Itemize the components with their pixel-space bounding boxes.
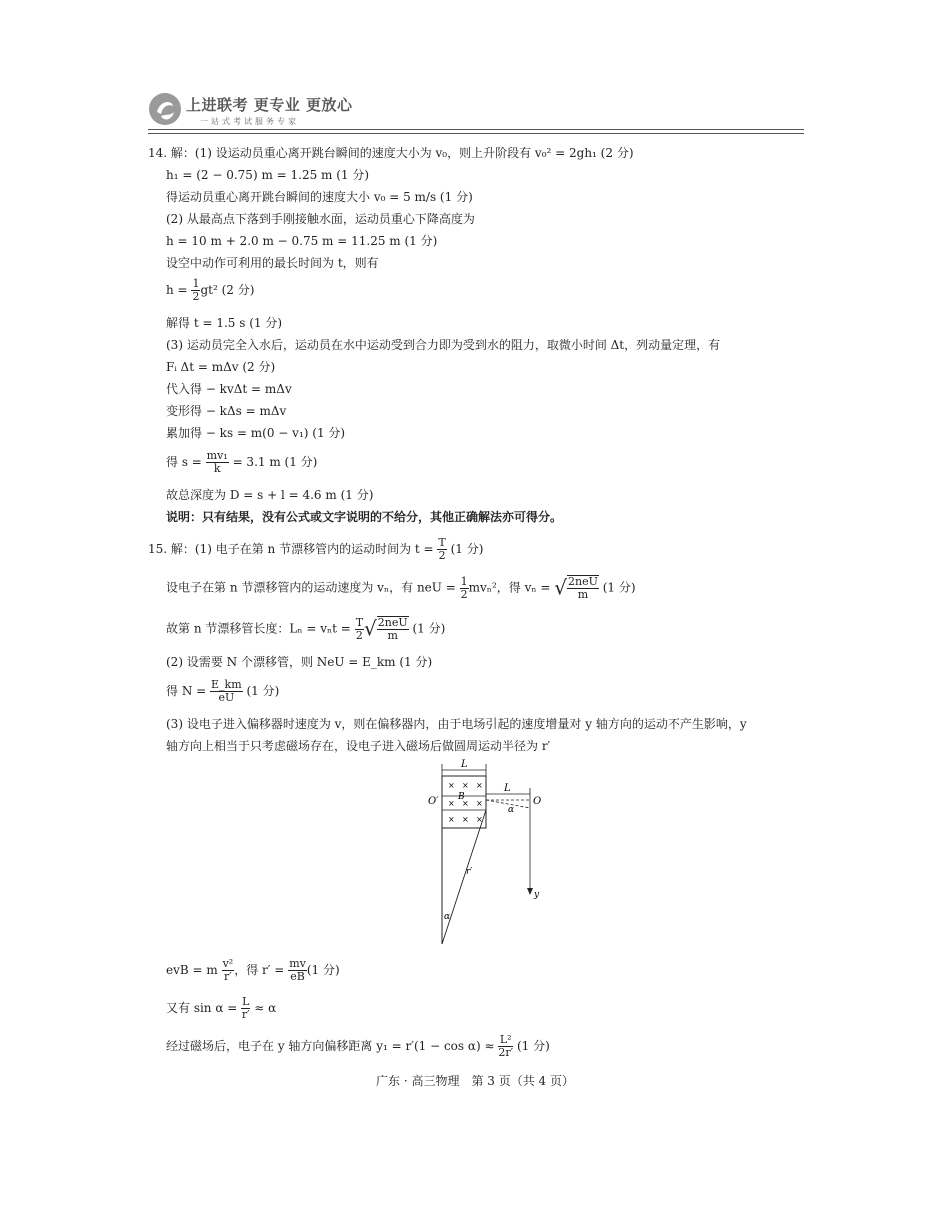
logo-slogan: 上进联考 更专业 更放心 (186, 96, 353, 114)
deflector-diagram (420, 756, 550, 948)
q14-line-15: 故总深度为 D = s + l = 4.6 m (1 分) (166, 488, 374, 502)
cross-3: × (476, 781, 483, 790)
q15-eq-neU: 设电子在第 n 节漂移管内的运动速度为 vₙ，有 neU = (166, 580, 456, 595)
logo-badge-icon (148, 92, 182, 126)
q14-eq-s: 得 s = (166, 455, 202, 469)
label-alpha-bottom: α (444, 912, 451, 922)
q15-eq-y1: 经过磁场后，电子在 y 轴方向偏移距离 y₁ = r′(1 − cos α) ≈ (166, 1039, 495, 1053)
q15-score-2: (1 分) (602, 580, 636, 595)
q14-eq-s-value: = 3.1 m (1 分) (232, 455, 318, 469)
cross-2: × (462, 781, 469, 790)
cross-9: × (476, 815, 483, 824)
sqrt-vn: √ $\frac{\text{2neU}}{m}$ (554, 575, 598, 601)
q15-eq-approx: ≈ α (254, 1001, 277, 1015)
q14-line-1: 14. 解：(1) 设运动员重心离开跳台瞬间的速度大小为 v₀，则上升阶段有 v₀² = 2gh₁ (2 分) (148, 146, 634, 160)
page-footer: 广东 · 高三物理 第 3 页（共 4 页） (376, 1074, 574, 1088)
q14-line-11: 代入得 − kvΔt = mΔv (166, 382, 292, 396)
q14-line-14 (166, 450, 317, 475)
q15-eq-sin: 又有 sin α = (166, 1001, 238, 1015)
q14-eq-gt2: gt² (2 分) (200, 283, 255, 297)
fraction-Ln: $\frac{\text{2neU}}{m}$ (377, 616, 408, 642)
q15-line-6: (3) 设电子进入偏移器时速度为 v，则在偏移器内，由于电场引起的速度增量对 y 轴方向的运动不产生影响，y (166, 717, 747, 731)
q15-line-2 (166, 575, 636, 601)
logo-tagline: 一站式考试服务专家 (200, 117, 299, 126)
fraction-half-2: $\frac{1}{2}$ (460, 574, 468, 601)
header-rule (148, 129, 804, 130)
cross-1: × (448, 781, 455, 790)
sqrt-Ln: √ $\frac{\text{2neU}}{m}$ (364, 616, 408, 642)
q15-line-10 (166, 1034, 550, 1059)
q15-score-1: (1 分) (450, 542, 484, 556)
q14-line-7 (166, 278, 254, 303)
label-L-top: L (461, 759, 468, 770)
header-rule-thin (148, 133, 804, 134)
q14-line-10: Fᵢ Δt = mΔv (2 分) (166, 360, 276, 374)
label-O-prime: O′ (428, 796, 439, 807)
label-L-right: L (504, 783, 511, 794)
fraction-t: $\frac{T}{2}$ (438, 536, 446, 562)
q15-eq-vn: mvₙ²，得 vₙ = (468, 580, 551, 595)
fraction-y1: $\frac{\text{L²}}{2r'}$ (498, 1033, 514, 1059)
q15-line-9 (166, 996, 276, 1021)
y-axis-arrow (527, 888, 533, 895)
fraction-evB: $\frac{\text{v²}}{r'}$ (222, 957, 234, 983)
fraction-sin: $\frac{L}{r'}$ (241, 995, 250, 1021)
q14-line-3: 得运动员重心离开跳台瞬间的速度大小 v₀ = 5 m/s (1 分) (166, 190, 473, 204)
cross-5: × (462, 799, 469, 808)
q14-eq-h: h = (166, 283, 188, 297)
q14-note: 说明：只有结果，没有公式或文字说明的不给分，其他正确解法亦可得分。 (166, 510, 563, 524)
q15-line-8 (166, 958, 340, 983)
q15-eq-evB: evB = m (166, 963, 218, 977)
q14-line-5: h = 10 m + 2.0 m − 0.75 m = 11.25 m (1 分) (166, 234, 438, 248)
label-B: B (458, 792, 465, 802)
q14-line-9: (3) 运动员完全入水后，运动员在水中运动受到合力即为受到水的阻力，取微小时间 Δt，列动量定理，有 (166, 338, 721, 352)
q14-line-6: 设空中动作可利用的最长时间为 t，则有 (166, 256, 379, 270)
q15-score-10: (1 分) (516, 1039, 550, 1053)
cross-8: × (462, 815, 469, 824)
radius-line (442, 810, 486, 944)
q15-line-5 (166, 679, 279, 704)
cross-6: × (476, 799, 483, 808)
label-O: O (533, 796, 542, 807)
q15-score-5: (1 分) (246, 684, 280, 698)
q15-line-3 (166, 616, 445, 642)
label-r-prime: r′ (466, 867, 473, 877)
q15-eq-r: ，得 r′ = (234, 963, 285, 977)
q15-score-8: (1 分) (306, 963, 340, 977)
fraction-vn: $\frac{\text{2neU}}{m}$ (568, 575, 598, 601)
cross-7: × (448, 815, 455, 824)
cross-4: × (448, 799, 455, 808)
q15-line-1 (148, 537, 483, 562)
fraction-r: $\frac{mv}{eB}$ (289, 957, 306, 983)
fraction-t-2: $\frac{T}{2}$ (355, 615, 364, 642)
q15-score-3: (1 分) (412, 621, 446, 636)
fraction-N: $\frac{E\_km}{eU}$ (211, 678, 242, 704)
q14-line-12: 变形得 − kΔs = mΔv (166, 404, 287, 418)
q14-line-8: 解得 t = 1.5 s (1 分) (166, 316, 283, 330)
q14-line-4: (2) 从最高点下落到手刚接触水面，运动员重心下降高度为 (166, 212, 475, 226)
label-alpha-top: α (508, 805, 515, 815)
q14-line-2: h₁ = (2 − 0.75) m = 1.25 m (1 分) (166, 168, 370, 182)
q15-line-7: 轴方向上相当于只考虑磁场存在，设电子进入磁场后做圆周运动半径为 r′ (166, 739, 551, 753)
q15-eq-N: 得 N = (166, 684, 207, 698)
fraction-s: $\frac{\text{mv₁}}{k}$ (206, 449, 228, 475)
q15-line-4: (2) 设需要 N 个漂移管，则 NeU = E_km (1 分) (166, 655, 433, 669)
q15-eq-t: 15. 解：(1) 电子在第 n 节漂移管内的运动时间为 t = (148, 542, 434, 556)
q14-line-13: 累加得 − ks = m(0 − v₁) (1 分) (166, 426, 346, 440)
fraction-half: $\frac{1}{2}$ (192, 277, 200, 303)
label-y: y (534, 890, 540, 900)
q15-eq-Ln: 故第 n 节漂移管长度：Lₙ = vₙt = (166, 621, 351, 636)
